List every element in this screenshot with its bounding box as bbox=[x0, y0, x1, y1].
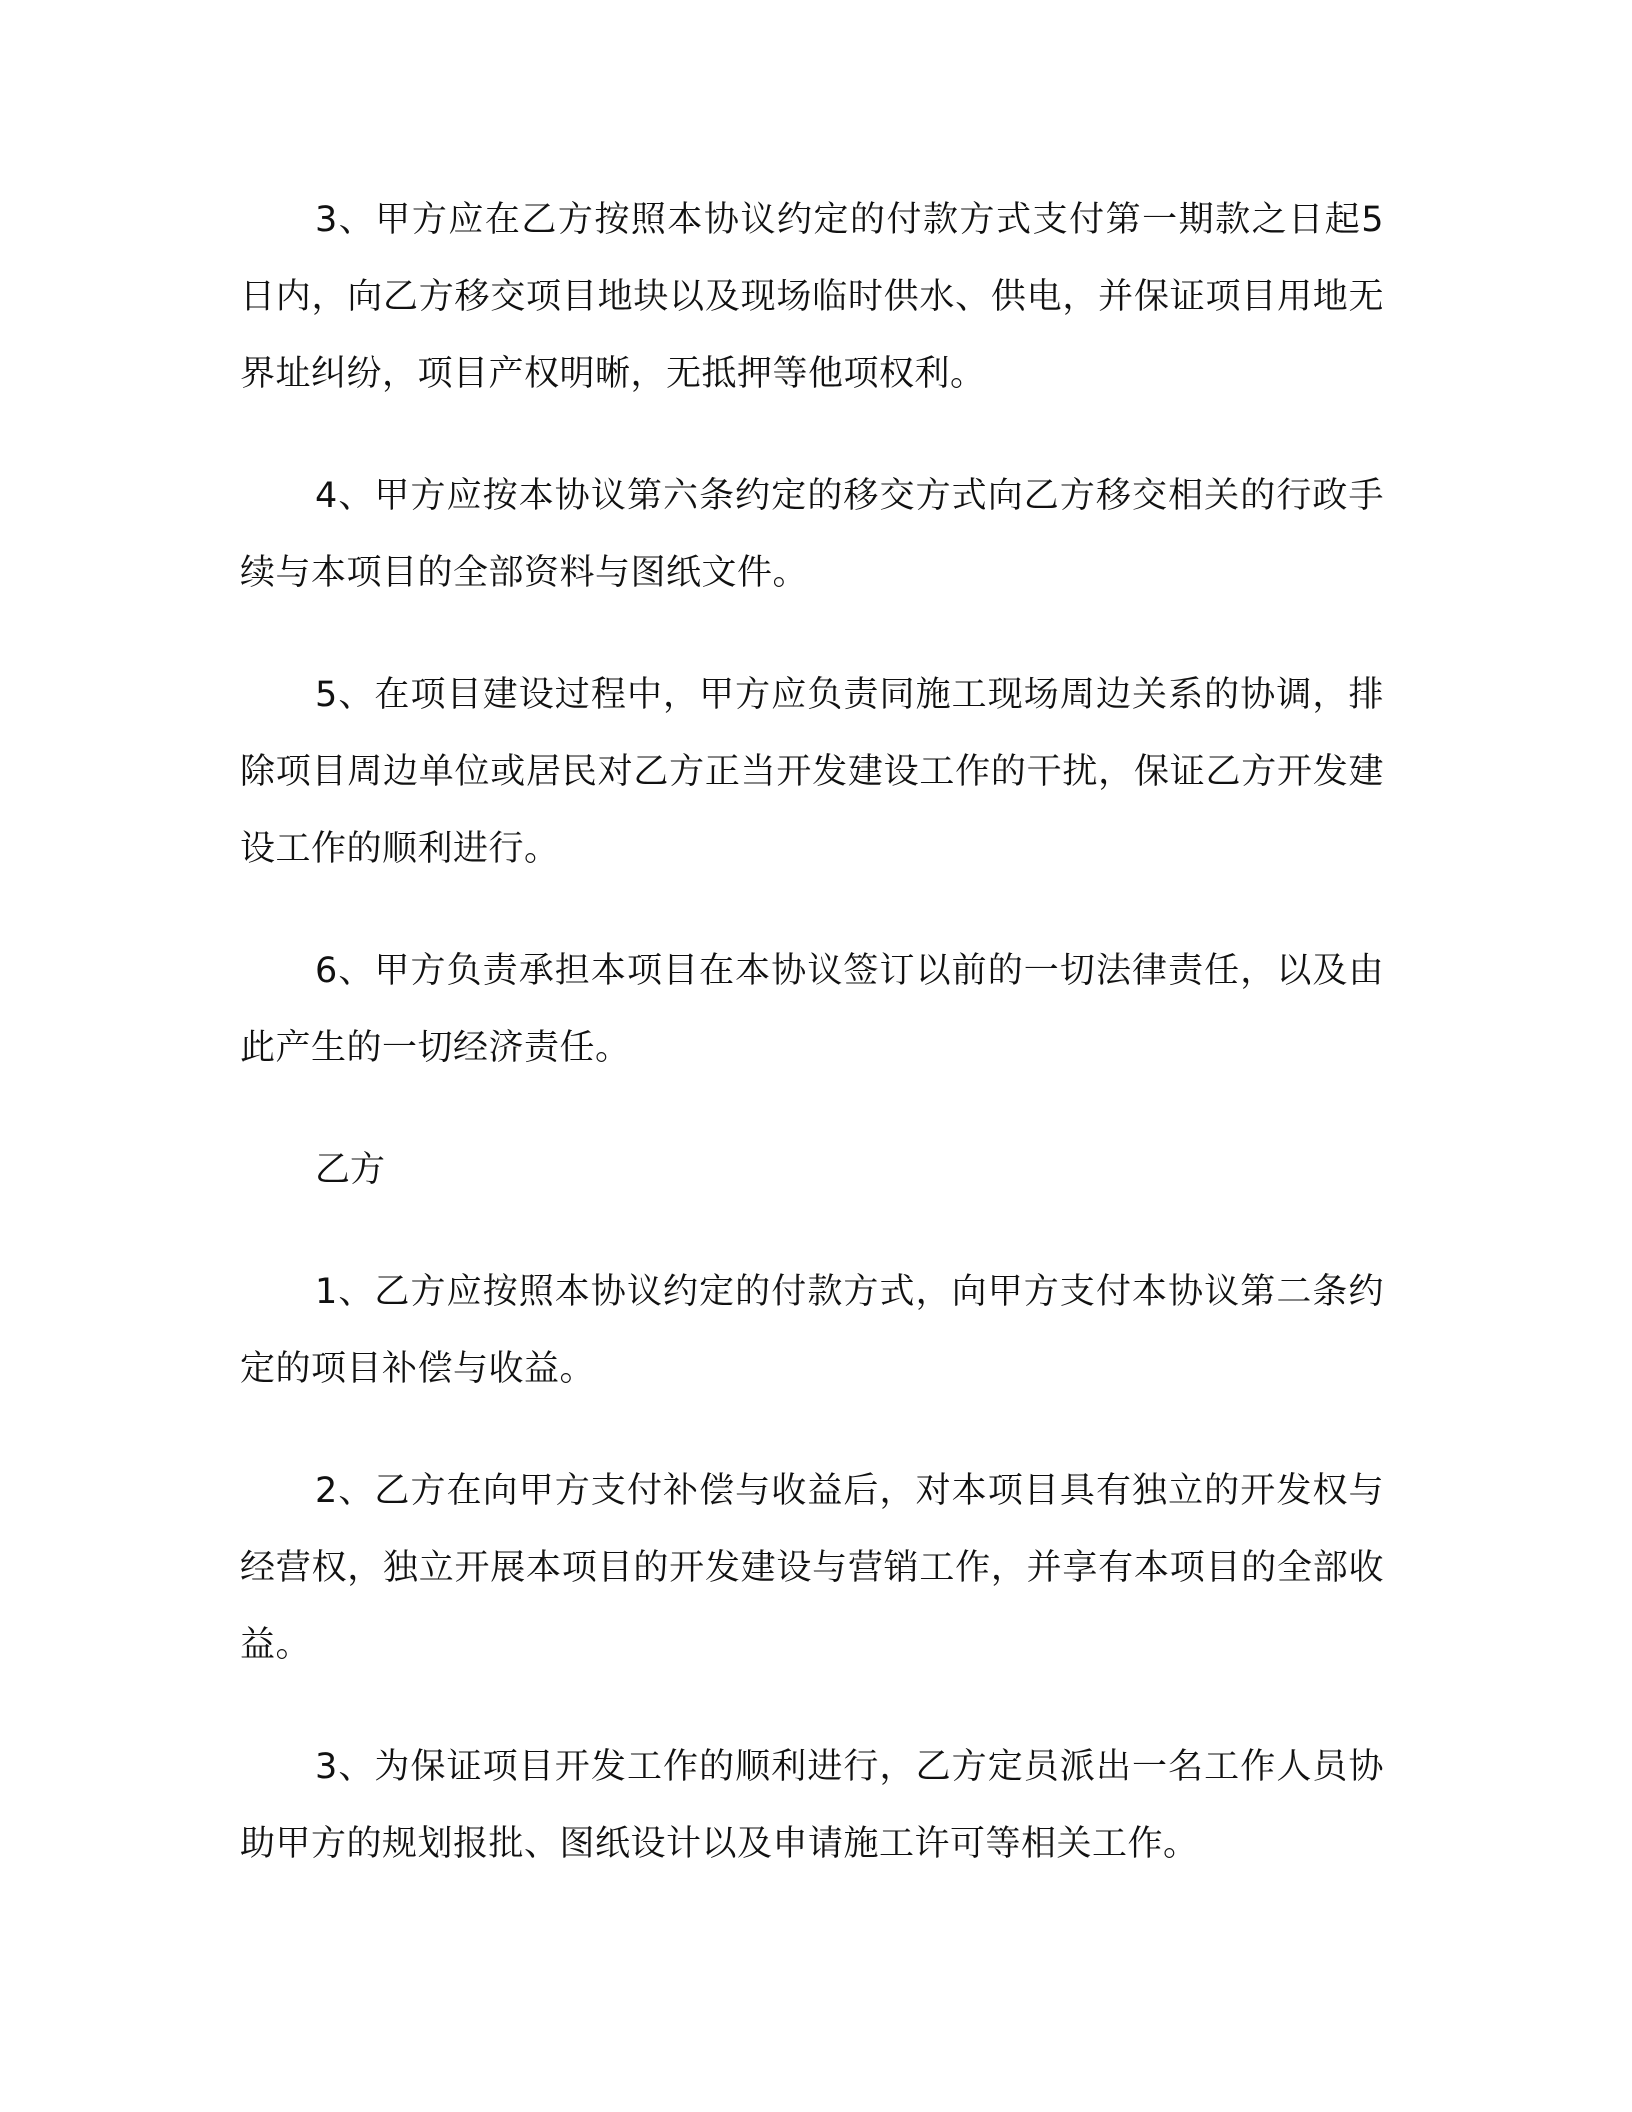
clause-party-b-2: 2、乙方在向甲方支付补偿与收益后，对本项目具有独立的开发权与经营权，独立开展本项目的开发建设与营销工作，并享有本项目的全部收益。 bbox=[240, 1471, 1384, 1665]
clause-party-a-3: 3、甲方应在乙方按照本协议约定的付款方式支付第一期款之日起5 日内，向乙方移交项目地块以及现场临时供水、供电，并保证项目用地无界址纠纷，项目产权明晰，无抵押等他项权利。 bbox=[240, 200, 1384, 394]
clause-party-a-6: 6、甲方负责承担本项目在本协议签订以前的一切法律责任，以及由此产生的一切经济责任。 bbox=[240, 951, 1384, 1068]
clause-party-a-4: 4、甲方应按本协议第六条约定的移交方式向乙方移交相关的行政手续与本项目的全部资料与图纸文件。 bbox=[240, 476, 1384, 593]
clause-party-b-3: 3、为保证项目开发工作的顺利进行，乙方定员派出一名工作人员协助甲方的规划报批、图纸设计以及申请施工许可等相关工作。 bbox=[240, 1747, 1384, 1864]
clause-party-b-1: 1、乙方应按照本协议约定的付款方式，向甲方支付本协议第二条约定的项目补偿与收益。 bbox=[240, 1272, 1384, 1389]
document-page bbox=[240, 182, 1384, 1928]
party-b-heading: 乙方 bbox=[315, 1150, 386, 1190]
clause-party-a-5: 5、在项目建设过程中，甲方应负责同施工现场周边关系的协调，排除项目周边单位或居民对乙方正当开发建设工作的干扰，保证乙方开发建设工作的顺利进行。 bbox=[240, 675, 1384, 869]
